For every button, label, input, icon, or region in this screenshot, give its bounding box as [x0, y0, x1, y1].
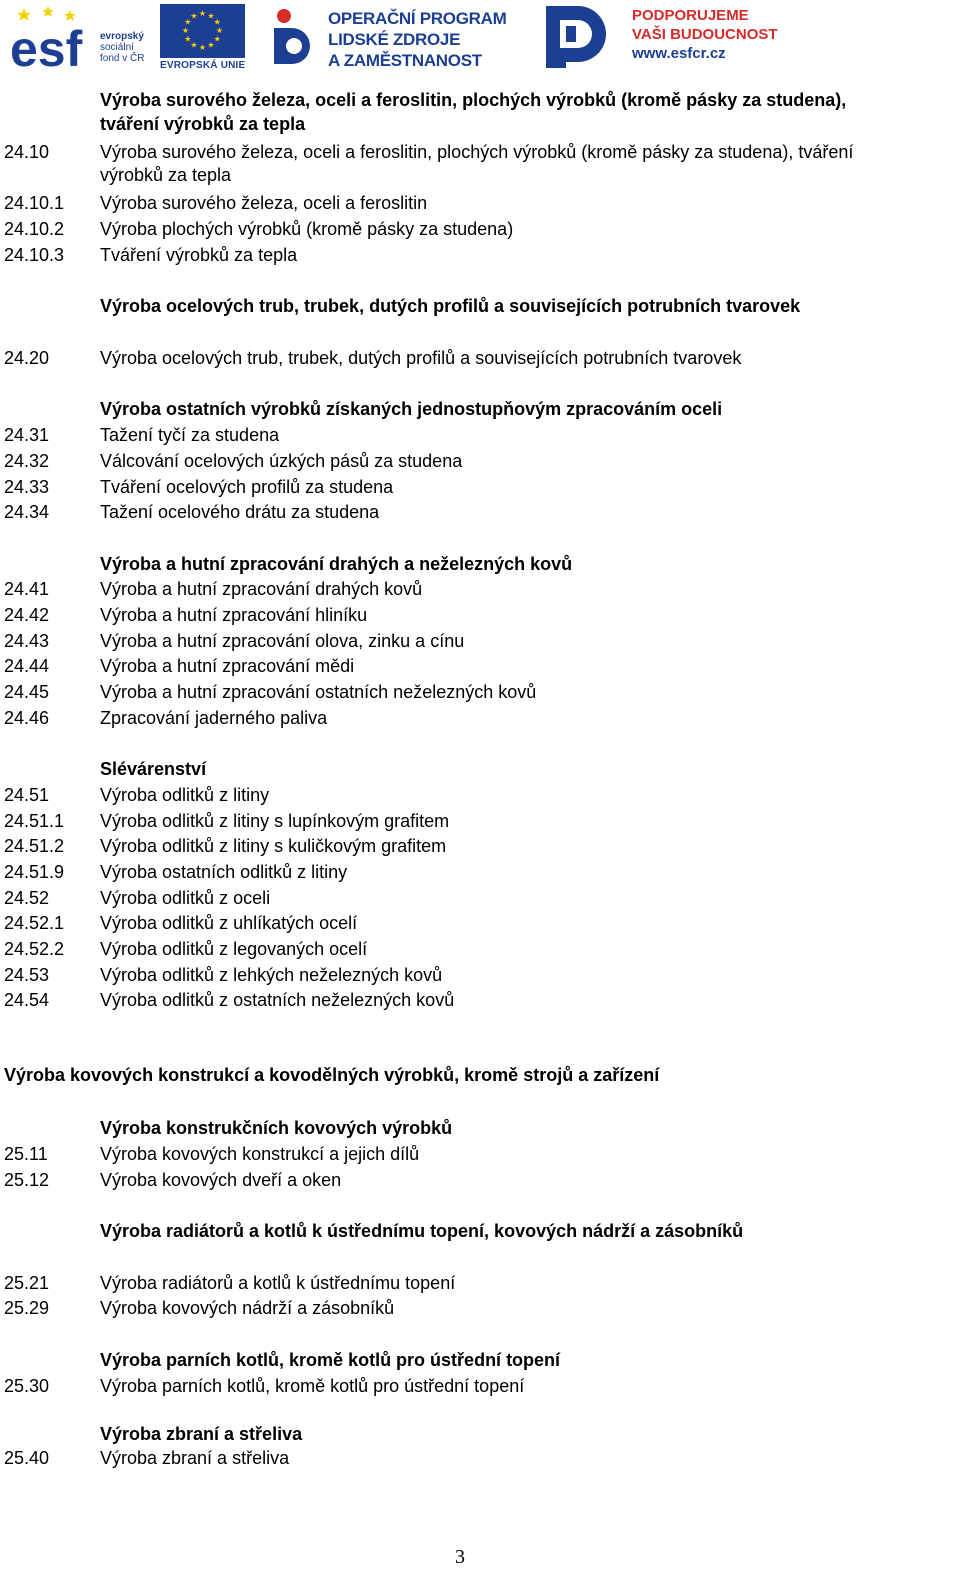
svg-text:★: ★ — [190, 11, 198, 21]
item-code: 24.46 — [4, 708, 50, 728]
item-text: Výroba odlitků z litiny s lupínkovým grafitem — [100, 811, 450, 831]
item-text: Slévárenství — [100, 759, 207, 779]
svg-text:★: ★ — [190, 40, 198, 50]
page-number: 3 — [455, 1546, 465, 1568]
item-code: 25.11 — [4, 1144, 48, 1164]
item-code: 24.52.1 — [4, 913, 65, 933]
item-code: 24.45 — [4, 682, 50, 702]
item-code: 24.10.3 — [4, 245, 65, 265]
item-code: 24.52.2 — [4, 939, 65, 959]
esf-line: evropský — [100, 31, 144, 42]
item-code: 25.29 — [4, 1298, 50, 1318]
support-url: www.esfcr.cz — [632, 45, 726, 62]
item-text: Tažení ocelového drátu za studena — [100, 502, 380, 522]
svg-text:★: ★ — [213, 34, 221, 44]
item-code: 24.53 — [4, 965, 50, 985]
esf-line: fond v ČR — [100, 53, 145, 64]
esf-line: sociální — [100, 42, 134, 53]
op-mark-icon — [270, 4, 320, 70]
item-code: 24.51.2 — [4, 836, 65, 856]
item-code: 24.32 — [4, 451, 50, 471]
item-text: Výroba a hutní zpracování drahých kovů — [100, 579, 423, 599]
item-code: 24.20 — [4, 348, 50, 368]
item-text: Výroba odlitků z ostatních neželezných kovů — [100, 990, 455, 1010]
item-text: Výroba zbraní a střeliva — [100, 1424, 303, 1444]
item-code: 24.41 — [4, 579, 50, 599]
esf-logo — [10, 4, 155, 70]
item-text: Výroba kovových konstrukcí a jejich dílů — [100, 1144, 420, 1164]
item-code: 24.51.1 — [4, 811, 65, 831]
item-code: 24.33 — [4, 477, 50, 497]
esf-subtitle — [100, 31, 144, 64]
item-text: Výroba a hutní zpracování hliníku — [100, 605, 368, 625]
item-text: Tažení tyčí za studena — [100, 425, 280, 445]
item-code: 24.44 — [4, 656, 50, 676]
item-text: Tváření ocelových profilů za studena — [100, 477, 394, 497]
item-code: 25.40 — [4, 1448, 50, 1468]
svg-text:★: ★ — [207, 40, 215, 50]
item-text: Výroba radiátorů a kotlů k ústřednímu topení, kovových nádrží a zásobníků — [100, 1221, 744, 1241]
item-text: Výroba kovových nádrží a zásobníků — [100, 1298, 395, 1318]
item-code: 24.10.2 — [4, 219, 65, 239]
svg-text:★: ★ — [184, 17, 192, 27]
item-code: 24.43 — [4, 631, 50, 651]
cr-emblem-icon — [538, 2, 618, 72]
eu-logo — [160, 4, 248, 70]
svg-text:★: ★ — [207, 11, 215, 21]
item-text: Výroba ostatních výrobků získaných jednostupňovým zpracováním oceli — [100, 399, 723, 419]
eu-flag-icon — [160, 4, 245, 58]
svg-text:esf: esf — [10, 21, 83, 70]
svg-text:★: ★ — [184, 34, 192, 44]
item-text: výrobků za tepla — [100, 165, 232, 185]
item-code: 25.21 — [4, 1273, 50, 1293]
item-text: Výroba ostatních odlitků z litiny — [100, 862, 348, 882]
item-code: 24.54 — [4, 990, 50, 1010]
item-text: Výroba plochých výrobků (kromě pásky za studena) — [100, 219, 514, 239]
svg-text:★: ★ — [213, 17, 221, 27]
item-text: Výroba kovových dveří a oken — [100, 1170, 342, 1190]
item-text: tváření výrobků za tepla — [100, 114, 306, 134]
item-text: Výroba ocelových trub, trubek, dutých profilů a souvisejících potrubních tvarovek — [100, 296, 801, 316]
op-logo — [270, 4, 520, 70]
op-line: A ZAMĚSTNANOST — [328, 51, 482, 70]
logo-header — [0, 0, 960, 76]
item-code: 24.34 — [4, 502, 50, 522]
item-code: 24.31 — [4, 425, 50, 445]
item-text: Výroba a hutní zpracování ostatních neželezných kovů — [100, 682, 537, 702]
section-heading: Výroba kovových konstrukcí a kovodělných výrobků, kromě strojů a zařízení — [4, 1065, 660, 1085]
item-text: Výroba surového železa, oceli a feroslitin — [100, 193, 428, 213]
svg-text:★: ★ — [215, 26, 224, 35]
item-text: Výroba ocelových trub, trubek, dutých profilů a souvisejících potrubních tvarovek — [100, 348, 742, 368]
item-code: 24.10 — [4, 142, 50, 162]
item-code: 25.30 — [4, 1376, 50, 1396]
svg-text:★: ★ — [198, 9, 207, 18]
support-line: VAŠI BUDOUCNOST — [632, 26, 778, 43]
item-text: Výroba parních kotlů, kromě kotlů pro ústřední topení — [100, 1376, 525, 1396]
item-code: 24.10.1 — [4, 193, 65, 213]
item-text: Výroba odlitků z litiny — [100, 785, 270, 805]
support-text — [632, 6, 778, 63]
item-text: Výroba parních kotlů, kromě kotlů pro ústřední topení — [100, 1350, 561, 1370]
svg-text:★: ★ — [198, 43, 207, 52]
item-code: 24.52 — [4, 888, 50, 908]
item-text: Výroba odlitků z lehkých neželezných kovů — [100, 965, 443, 985]
item-text: Výroba odlitků z legovaných ocelí — [100, 939, 368, 959]
item-text: Tváření výrobků za tepla — [100, 245, 298, 265]
op-line: OPERAČNÍ PROGRAM — [328, 9, 507, 28]
item-code: 24.51.9 — [4, 862, 65, 882]
support-line: PODPORUJEME — [632, 7, 749, 24]
op-line: LIDSKÉ ZDROJE — [328, 30, 461, 49]
item-code: 24.51 — [4, 785, 50, 805]
item-text: Zpracování jaderného paliva — [100, 708, 328, 728]
item-text: Výroba surového železa, oceli a feroslitin, plochých výrobků (kromě pásky za studena), tváření — [100, 142, 854, 162]
op-title — [328, 8, 506, 71]
item-text: Výroba odlitků z uhlíkatých ocelí — [100, 913, 358, 933]
item-text: Výroba a hutní zpracování mědi — [100, 656, 355, 676]
item-text: Válcování ocelových úzkých pásů za studena — [100, 451, 463, 471]
svg-text:★: ★ — [181, 26, 190, 35]
item-text: Výroba a hutní zpracování olova, zinku a cínu — [100, 631, 465, 651]
item-text: Výroba zbraní a střeliva — [100, 1448, 290, 1468]
item-text: Výroba odlitků z litiny s kuličkovým grafitem — [100, 836, 447, 856]
item-code: 25.12 — [4, 1170, 50, 1190]
eu-label: EVROPSKÁ UNIE — [160, 60, 246, 71]
esf-mark-icon — [10, 4, 98, 70]
item-text: Výroba radiátorů a kotlů k ústřednímu topení — [100, 1273, 456, 1293]
item-text: Výroba konstrukčních kovových výrobků — [100, 1118, 453, 1138]
item-code: 24.42 — [4, 605, 50, 625]
item-text: Výroba odlitků z oceli — [100, 888, 271, 908]
item-text: Výroba surového železa, oceli a feroslitin, plochých výrobků (kromě pásky za studena), — [100, 90, 847, 110]
item-text: Výroba a hutní zpracování drahých a neželezných kovů — [100, 554, 573, 574]
